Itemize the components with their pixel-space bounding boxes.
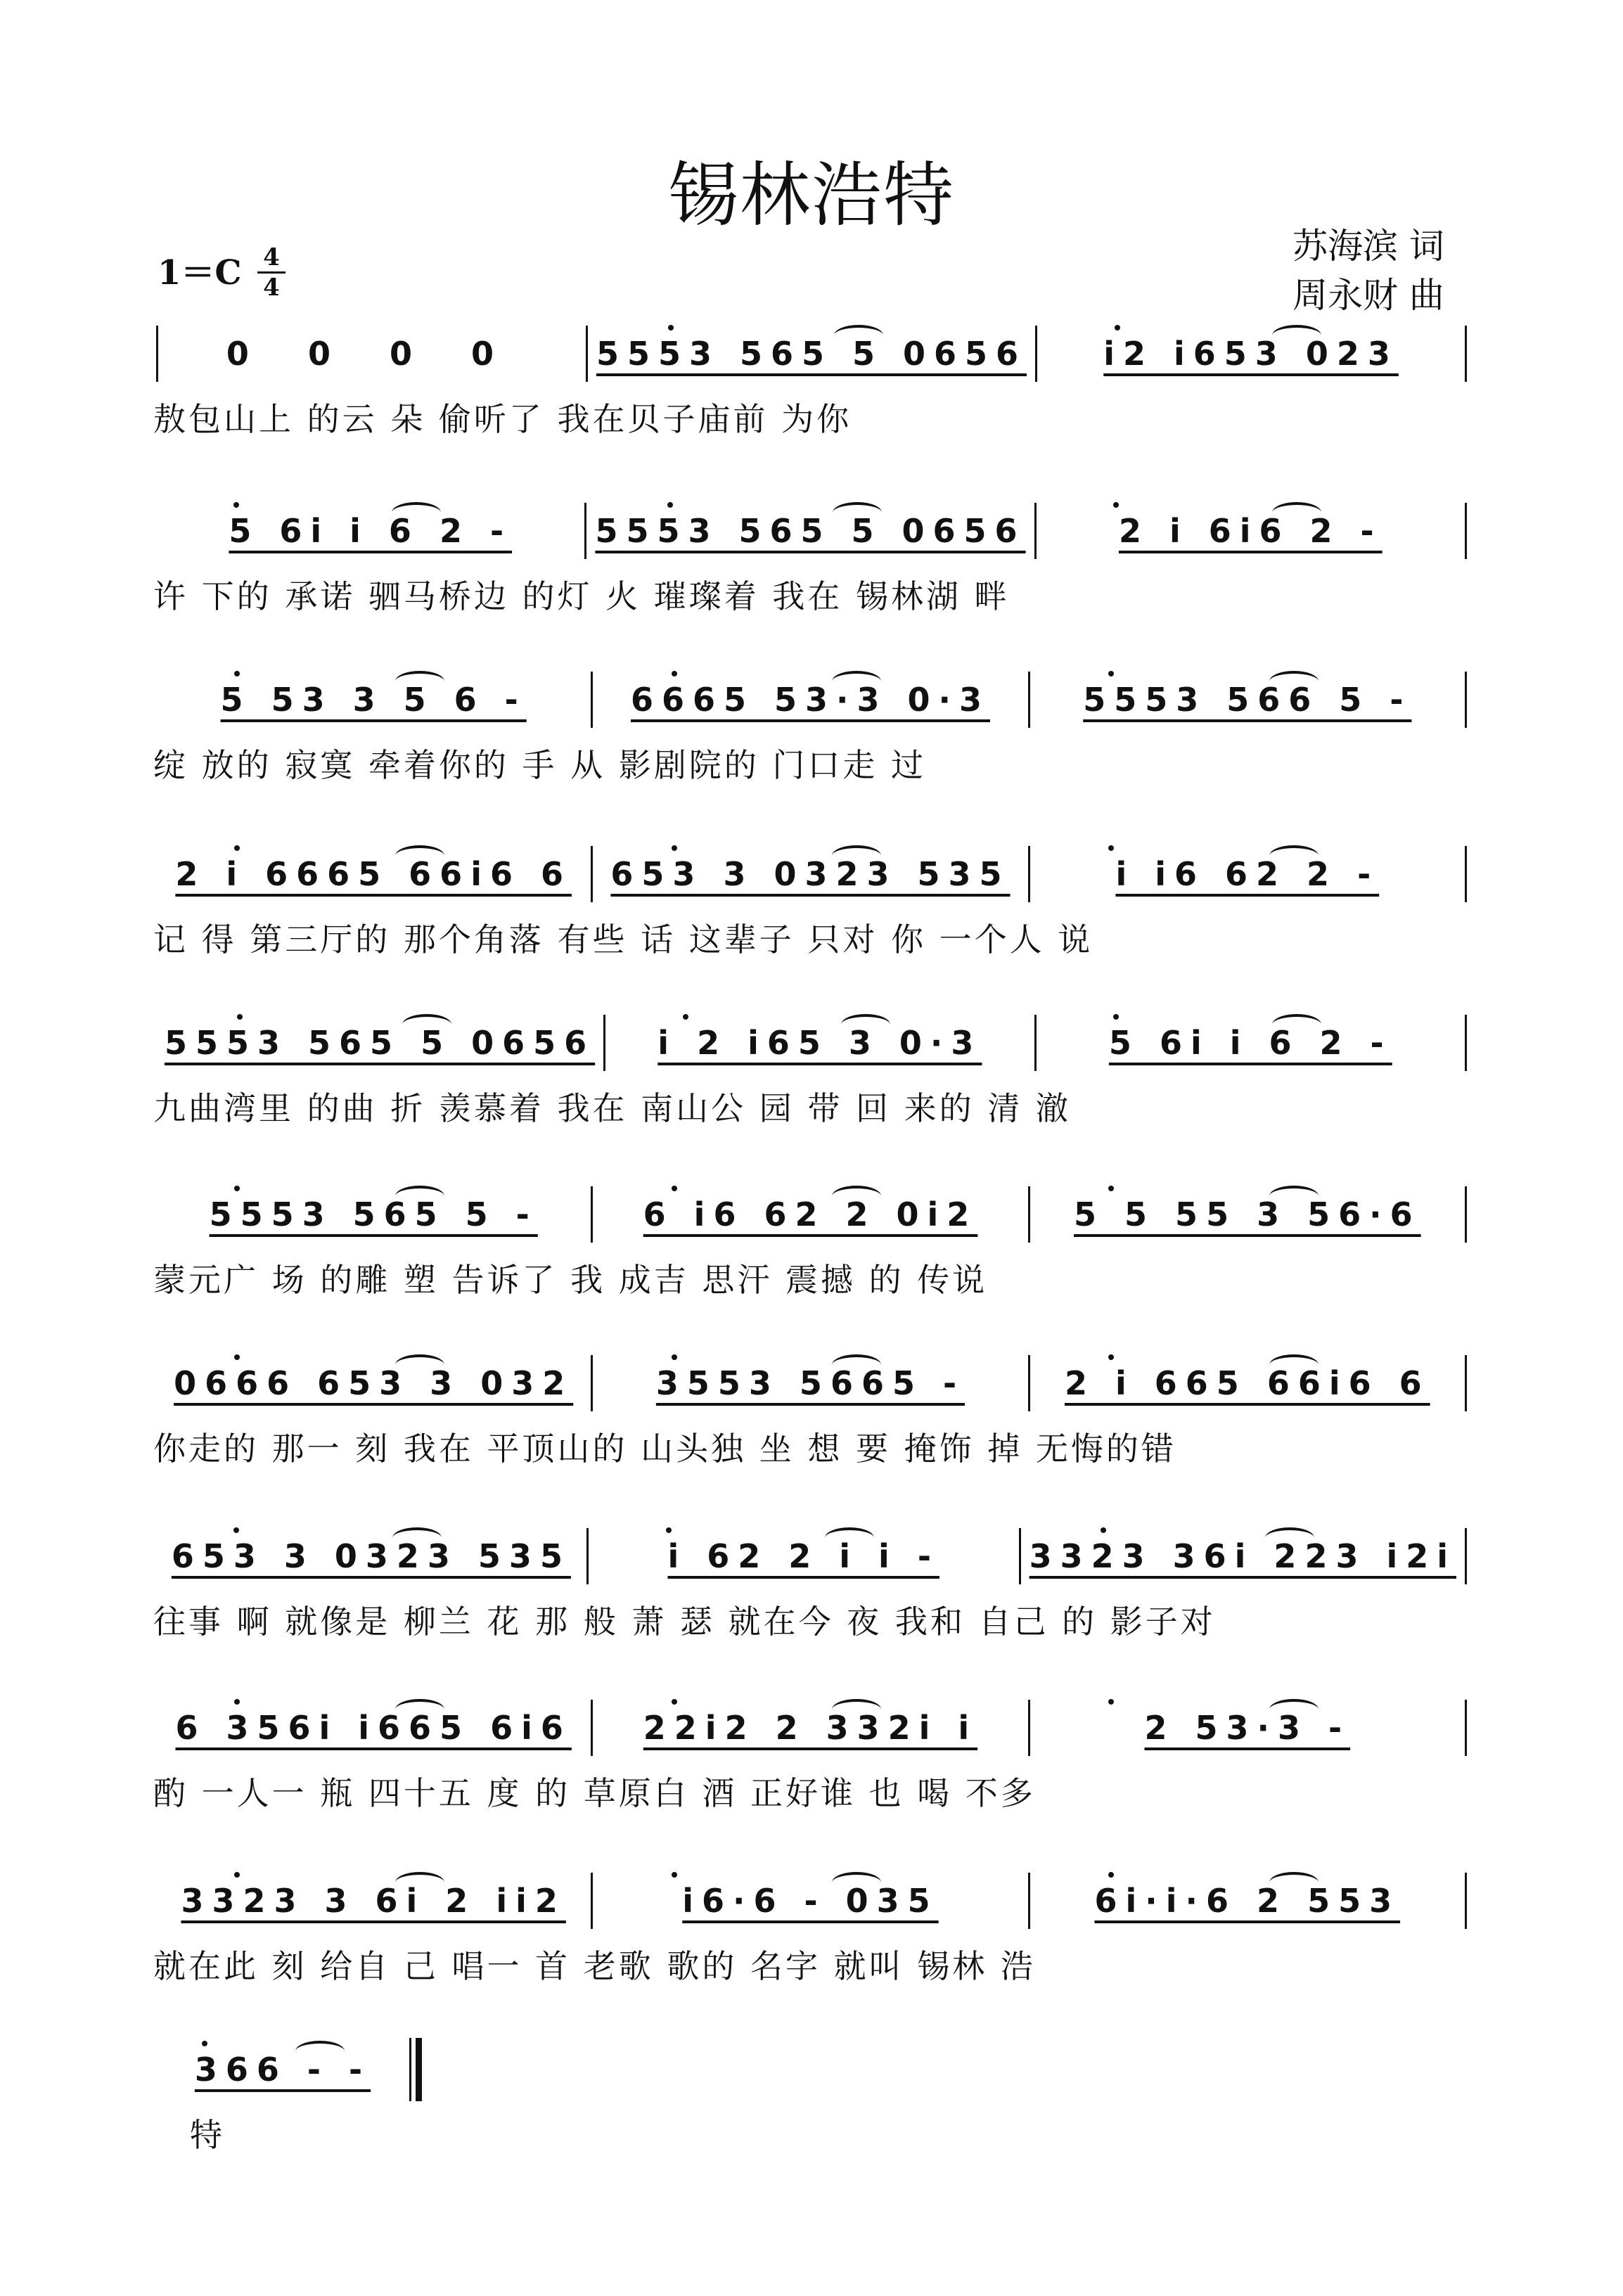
- measure-notes: 6665 53·3 0·3: [630, 681, 991, 719]
- tie-arc: [395, 1186, 444, 1207]
- measure: [156, 492, 584, 570]
- measure-notes: 5 6i i 6 2 -: [229, 512, 513, 550]
- tie-arc: [832, 1872, 881, 1893]
- measure: [586, 492, 1034, 570]
- lyric-line: 记 得 第三厅的 那个角落 有些 话 这辈子 只对 你 一个人 说: [153, 921, 1093, 958]
- tie-arc: [834, 325, 883, 346]
- octave-dot: [234, 1354, 240, 1360]
- tie-arc: [1269, 671, 1319, 692]
- octave-dot: [1101, 1527, 1106, 1533]
- notation-system: [0, 835, 1623, 1004]
- tie-arc: [1269, 1186, 1319, 1207]
- measure: [1021, 1518, 1465, 1595]
- barline: [1465, 1186, 1467, 1243]
- notation-system: [0, 1518, 1623, 1686]
- measure-notes: 22i2 2 332i i: [643, 1709, 978, 1747]
- octave-dot: [672, 845, 677, 851]
- measure-notes: 6 356i i665 6i6: [175, 1709, 572, 1747]
- measure-notes: i 62 2 i i -: [667, 1537, 939, 1575]
- tie-arc: [832, 1699, 881, 1720]
- octave-dot: [1108, 1186, 1114, 1191]
- measure-notes: 0666 653 3 032: [174, 1364, 574, 1402]
- measure-notes: 5 6i i 6 2 -: [1108, 1024, 1392, 1062]
- tie-arc: [395, 671, 444, 692]
- notes-row: [156, 2031, 423, 2108]
- measure-notes: 5553 565 5 0656: [596, 335, 1027, 373]
- measure-notes: i 2 i65 3 0·3: [657, 1024, 982, 1062]
- measure-notes: 5553 566 5 -: [1083, 681, 1412, 719]
- notes-row: [156, 1862, 1467, 1939]
- notation-system: [0, 661, 1623, 830]
- barline: [1465, 846, 1467, 902]
- notation-system: [0, 492, 1623, 661]
- tie-arc: [832, 845, 881, 866]
- measure: [156, 1518, 586, 1595]
- measure-notes: 2 i 665 66i6 6: [1064, 1364, 1430, 1402]
- lyric-line: 绽 放的 寂寞 牵着你的 手 从 影剧院的 门口走 过: [153, 746, 926, 784]
- measure-notes: i2 i653 023: [1103, 335, 1399, 373]
- tie-arc: [1269, 1699, 1319, 1720]
- octave-dot: [672, 1354, 677, 1360]
- tie-arc: [295, 2041, 345, 2062]
- final-barline: [409, 2038, 423, 2101]
- measure-notes: 653 3 0323 535: [171, 1537, 571, 1575]
- tie-arc: [392, 502, 441, 523]
- octave-dot: [672, 1872, 677, 1878]
- notes-row: [156, 492, 1467, 570]
- lyric-line: 特: [190, 2116, 225, 2154]
- barline: [1465, 672, 1467, 728]
- notation-system: [0, 1345, 1623, 1513]
- measure-notes: 366 - -: [194, 2051, 371, 2089]
- measure: [1037, 315, 1465, 392]
- octave-dot: [234, 845, 240, 851]
- octave-dot: [234, 671, 240, 676]
- measure: [156, 1004, 603, 1082]
- measure: [156, 1689, 591, 1766]
- octave-dot: [672, 1186, 677, 1191]
- measure-notes: 3323 36i 223 i2i: [1029, 1537, 1457, 1575]
- octave-dot: [1108, 1699, 1114, 1705]
- measure: [589, 1518, 1019, 1595]
- lyric-line: 就在此 刻 给自 己 唱一 首 老歌 歌的 名字 就叫 锡林 浩: [153, 1947, 1036, 1985]
- barline: [1465, 1015, 1467, 1071]
- measure: [1037, 492, 1465, 570]
- tie-arc: [1265, 1527, 1314, 1548]
- measure: [593, 835, 1027, 913]
- measure-notes: 5553 565 5 0656: [595, 512, 1026, 550]
- octave-dot: [1115, 325, 1120, 331]
- measure-notes: 2 i 6665 66i6 6: [175, 855, 572, 893]
- measure: [593, 1862, 1027, 1939]
- octave-dot: [234, 1699, 240, 1705]
- measure-notes: 5553 565 5 -: [209, 1195, 538, 1233]
- barline: [1465, 1873, 1467, 1929]
- measure: [156, 661, 591, 738]
- octave-dot: [234, 1872, 240, 1878]
- octave-dot: [233, 1527, 239, 1533]
- lyric-line: 往事 啊 就像是 柳兰 花 那 般 萧 瑟 就在今 夜 我和 自己 的 影子对: [153, 1603, 1216, 1641]
- measure: [1030, 1345, 1465, 1422]
- notes-row: [156, 1518, 1467, 1595]
- measure: [593, 1345, 1027, 1422]
- octave-dot: [672, 671, 677, 676]
- measure: [1030, 1689, 1465, 1766]
- notes-row: [156, 835, 1467, 913]
- notes-row: [156, 661, 1467, 738]
- measure-notes: i i6 62 2 -: [1115, 855, 1380, 893]
- composer-credit: 周永财 曲: [1292, 275, 1444, 316]
- measure-notes: 5 53 3 5 6 -: [220, 681, 527, 719]
- time-signature: [257, 245, 286, 300]
- tie-arc: [395, 845, 444, 866]
- measure: [156, 1862, 591, 1939]
- notes-row: [156, 1689, 1467, 1766]
- octave-dot: [1108, 671, 1114, 676]
- lyric-line: 九曲湾里 的曲 折 羡慕着 我在 南山公 园 带 回 来的 清 澈: [153, 1089, 1071, 1127]
- tie-arc: [402, 1014, 451, 1035]
- tie-arc: [1269, 845, 1319, 866]
- tie-arc: [395, 1354, 444, 1375]
- tie-arc: [825, 1527, 874, 1548]
- octave-dot: [666, 1527, 672, 1533]
- notes-row: [156, 315, 1467, 392]
- measure: [593, 661, 1027, 738]
- key-signature: 1＝C: [158, 253, 242, 293]
- measure: [1030, 661, 1465, 738]
- tie-arc: [395, 1699, 444, 1720]
- notation-system: [0, 1862, 1623, 2031]
- measure: [158, 315, 586, 392]
- measure: [1030, 835, 1465, 913]
- tie-arc: [1272, 325, 1321, 346]
- measure-notes: 653 3 0323 535: [610, 855, 1011, 893]
- notation-system: [0, 1176, 1623, 1345]
- lyric-line: 蒙元广 场 的雕 塑 告诉了 我 成吉 思汗 震撼 的 传说: [153, 1261, 988, 1299]
- octave-dot: [1108, 1354, 1114, 1360]
- lyric-line: 许 下的 承诺 驷马桥边 的灯 火 璀璨着 我在 锡林湖 畔: [153, 577, 1010, 615]
- octave-dot: [683, 1014, 688, 1020]
- measure-notes: 5553 565 5 0656: [165, 1024, 596, 1062]
- notes-row: [156, 1345, 1467, 1422]
- tie-arc: [1269, 1354, 1319, 1375]
- octave-dot: [1113, 1014, 1119, 1020]
- octave-dot: [672, 1699, 677, 1705]
- measure: [593, 1689, 1027, 1766]
- time-signature-top: 4: [263, 243, 280, 271]
- measure-notes: 3553 5665 -: [655, 1364, 966, 1402]
- measure: [156, 835, 591, 913]
- measure-notes: 2 53·3 -: [1144, 1709, 1351, 1747]
- notation-system: [0, 315, 1623, 484]
- barline: [1465, 326, 1467, 382]
- tie-arc: [1272, 502, 1321, 523]
- measure-notes: i6·6 - 035: [682, 1882, 939, 1920]
- octave-dot: [1113, 502, 1119, 508]
- octave-dot: [233, 502, 239, 508]
- notation-system: [0, 1004, 1623, 1173]
- measure: [605, 1004, 1034, 1082]
- lyric-line: 敖包山上 的云 朵 偷听了 我在贝子庙前 为你: [153, 400, 852, 438]
- measure-notes: 0 0 0 0: [226, 335, 518, 373]
- barline: [1465, 1355, 1467, 1411]
- notation-system: [0, 2031, 1623, 2200]
- tie-arc: [832, 1354, 881, 1375]
- notes-row: [156, 1176, 1467, 1253]
- measure: [1030, 1862, 1465, 1939]
- measure-notes: 2 i 6i6 2 -: [1118, 512, 1383, 550]
- octave-dot: [667, 502, 673, 508]
- measure: [1030, 1176, 1465, 1253]
- measure: [588, 315, 1035, 392]
- octave-dot: [1108, 1872, 1114, 1878]
- measure-notes: 6 i6 62 2 0i2: [643, 1195, 978, 1233]
- barline: [1465, 1700, 1467, 1756]
- tie-arc: [395, 1872, 444, 1893]
- octave-dot: [202, 2041, 207, 2046]
- tie-arc: [832, 671, 881, 692]
- tie-arc: [392, 1527, 442, 1548]
- barline: [1465, 503, 1467, 559]
- tie-arc: [833, 502, 882, 523]
- octave-dot: [1108, 845, 1114, 851]
- octave-dot: [234, 1186, 240, 1191]
- lyric-line: 你走的 那一 刻 我在 平顶山的 山头独 坐 想 要 掩饰 掉 无悔的错: [153, 1430, 1176, 1468]
- time-signature-bottom: 4: [263, 274, 280, 302]
- tie-arc: [832, 1186, 881, 1207]
- notation-system: [0, 1689, 1623, 1858]
- lyric-line: 酌 一人一 瓶 四十五 度 的 草原白 酒 正好谁 也 喝 不多: [153, 1774, 1036, 1812]
- lyricist-credit: 苏海滨 词: [1292, 226, 1444, 267]
- notes-row: [156, 1004, 1467, 1082]
- measure: [156, 1345, 591, 1422]
- measure: [1037, 1004, 1465, 1082]
- measure-notes: 5 5 55 3 56·6: [1074, 1195, 1421, 1233]
- tie-arc: [1272, 1014, 1321, 1035]
- barline: [1465, 1528, 1467, 1584]
- song-title: 锡林浩特: [668, 154, 955, 236]
- octave-dot: [668, 325, 674, 331]
- measure-notes: 6i·i·6 2 553: [1094, 1882, 1401, 1920]
- measure: [156, 1176, 591, 1253]
- measure: [593, 1176, 1027, 1253]
- octave-dot: [237, 1014, 243, 1020]
- tie-arc: [1269, 1872, 1319, 1893]
- measure: [156, 2031, 409, 2108]
- measure-notes: 3323 3 6i 2 ii2: [181, 1882, 566, 1920]
- tie-arc: [841, 1014, 890, 1035]
